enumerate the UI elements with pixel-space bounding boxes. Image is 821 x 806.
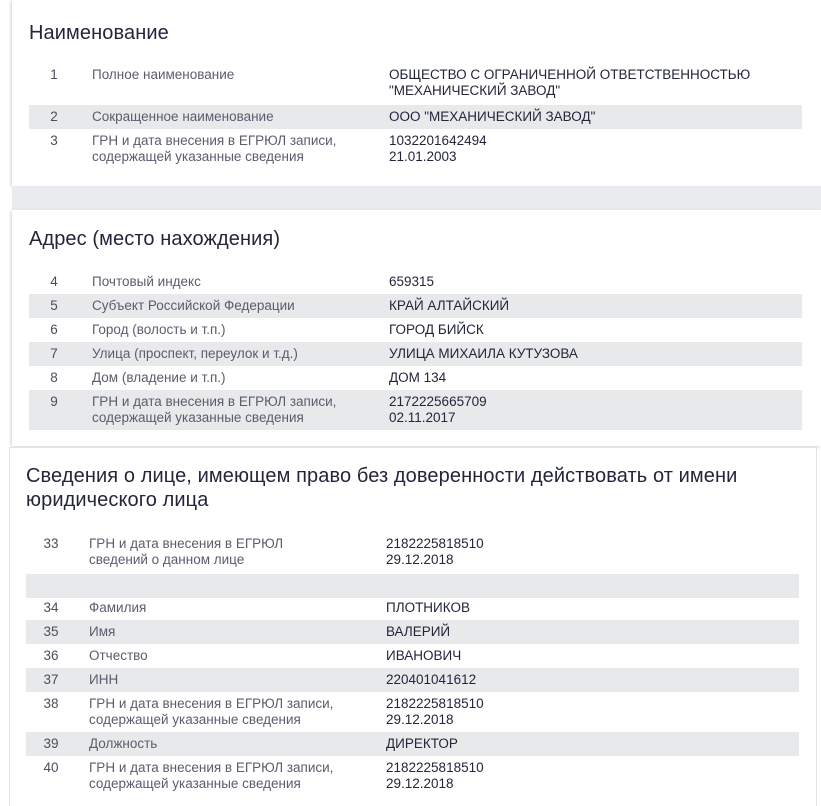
row-number: 33	[43, 536, 59, 551]
row-value: 2182225818510 29.12.2018	[386, 696, 484, 727]
row-value: 2182225818510 29.12.2018	[386, 536, 484, 567]
table-row	[26, 732, 799, 756]
row-label: Улица (проспект, переулок и т.д.)	[92, 346, 298, 361]
row-value: 2182225818510 29.12.2018	[386, 760, 484, 791]
row-value: УЛИЦА МИХАИЛА КУТУЗОВА	[389, 346, 578, 361]
row-value: ООО "МЕХАНИЧЕСКИЙ ЗАВОД"	[389, 109, 596, 124]
section-divider	[12, 186, 821, 210]
table-row	[29, 105, 802, 129]
person-card	[9, 447, 817, 806]
row-number: 2	[50, 109, 58, 124]
row-label: Сокращенное наименование	[92, 109, 274, 124]
section-title-address: Адрес (место нахождения)	[29, 228, 281, 250]
table-row	[26, 692, 799, 732]
row-label: ГРН и дата внесения в ЕГРЮЛ записи, содержащей указанные сведения	[92, 133, 337, 164]
row-number: 38	[43, 696, 59, 711]
row-label: Почтовый индекс	[92, 274, 201, 289]
row-value: ДИРЕКТОР	[386, 736, 458, 751]
row-label: ИНН	[89, 672, 119, 687]
row-label: Имя	[89, 624, 116, 639]
row-label: Город (волость и т.п.)	[92, 322, 226, 337]
row-value: ГОРОД БИЙСК	[389, 322, 484, 337]
row-value: ОБЩЕСТВО С ОГРАНИЧЕННОЙ ОТВЕТСТВЕННОСТЬЮ "МЕХАНИЧЕСКИЙ ЗАВОД"	[389, 67, 751, 98]
table-row	[29, 270, 802, 294]
row-label: ГРН и дата внесения в ЕГРЮЛ записи, содержащей указанные сведения	[92, 394, 337, 425]
table-row	[29, 390, 802, 430]
row-number: 6	[50, 322, 58, 337]
row-number: 5	[50, 298, 58, 313]
row-label: Субъект Российской Федерации	[92, 298, 295, 313]
row-number: 7	[50, 346, 58, 361]
row-label: ГРН и дата внесения в ЕГРЮЛ записи, содержащей указанные сведения	[89, 696, 334, 727]
row-label: ГРН и дата внесения в ЕГРЮЛ записи, содержащей указанные сведения	[89, 760, 334, 791]
row-number: 34	[43, 600, 59, 615]
row-number: 35	[43, 624, 59, 639]
row-value: 659315	[389, 274, 435, 289]
section-title-naming: Наименование	[29, 22, 169, 44]
row-value: ИВАНОВИЧ	[386, 648, 462, 663]
table-row	[29, 342, 802, 366]
table-row	[26, 644, 799, 668]
naming-card	[12, 0, 821, 186]
row-label: Отчество	[89, 648, 148, 663]
table-row	[29, 366, 802, 390]
table-row	[29, 318, 802, 342]
table-row	[26, 668, 799, 692]
row-value: 2172225665709 02.11.2017	[389, 394, 487, 425]
row-number: 4	[50, 274, 58, 289]
row-value: 1032201642494 21.01.2003	[389, 133, 487, 164]
row-value: КРАЙ АЛТАЙСКИЙ	[389, 298, 510, 313]
table-row	[26, 620, 799, 644]
row-number: 39	[43, 736, 59, 751]
address-card	[12, 210, 821, 446]
table-row-empty	[26, 574, 799, 598]
row-value: 220401041612	[386, 672, 477, 687]
row-label: Дом (владение и т.п.)	[92, 370, 226, 385]
row-label: Должность	[89, 736, 158, 751]
table-row	[29, 63, 802, 101]
row-number: 1	[50, 67, 58, 82]
table-row	[26, 596, 799, 620]
table-row	[29, 294, 802, 318]
table-row	[26, 756, 799, 796]
table-row	[26, 532, 799, 572]
row-value: ВАЛЕРИЙ	[386, 624, 451, 639]
row-number: 37	[43, 672, 59, 687]
row-label: Полное наименование	[92, 67, 235, 82]
table-row	[29, 129, 802, 167]
row-label: Фамилия	[89, 600, 147, 615]
row-value: ПЛОТНИКОВ	[386, 600, 470, 615]
row-label: ГРН и дата внесения в ЕГРЮЛ сведений о данном лице	[89, 536, 284, 567]
row-number: 3	[50, 133, 58, 148]
row-value: ДОМ 134	[389, 370, 447, 385]
row-number: 40	[43, 760, 59, 775]
row-number: 36	[43, 648, 59, 663]
row-number: 9	[50, 394, 58, 409]
row-number: 8	[50, 370, 58, 385]
section-title-person: Сведения о лице, имеющем право без доверенности действовать от имени юридического лица	[26, 465, 738, 511]
